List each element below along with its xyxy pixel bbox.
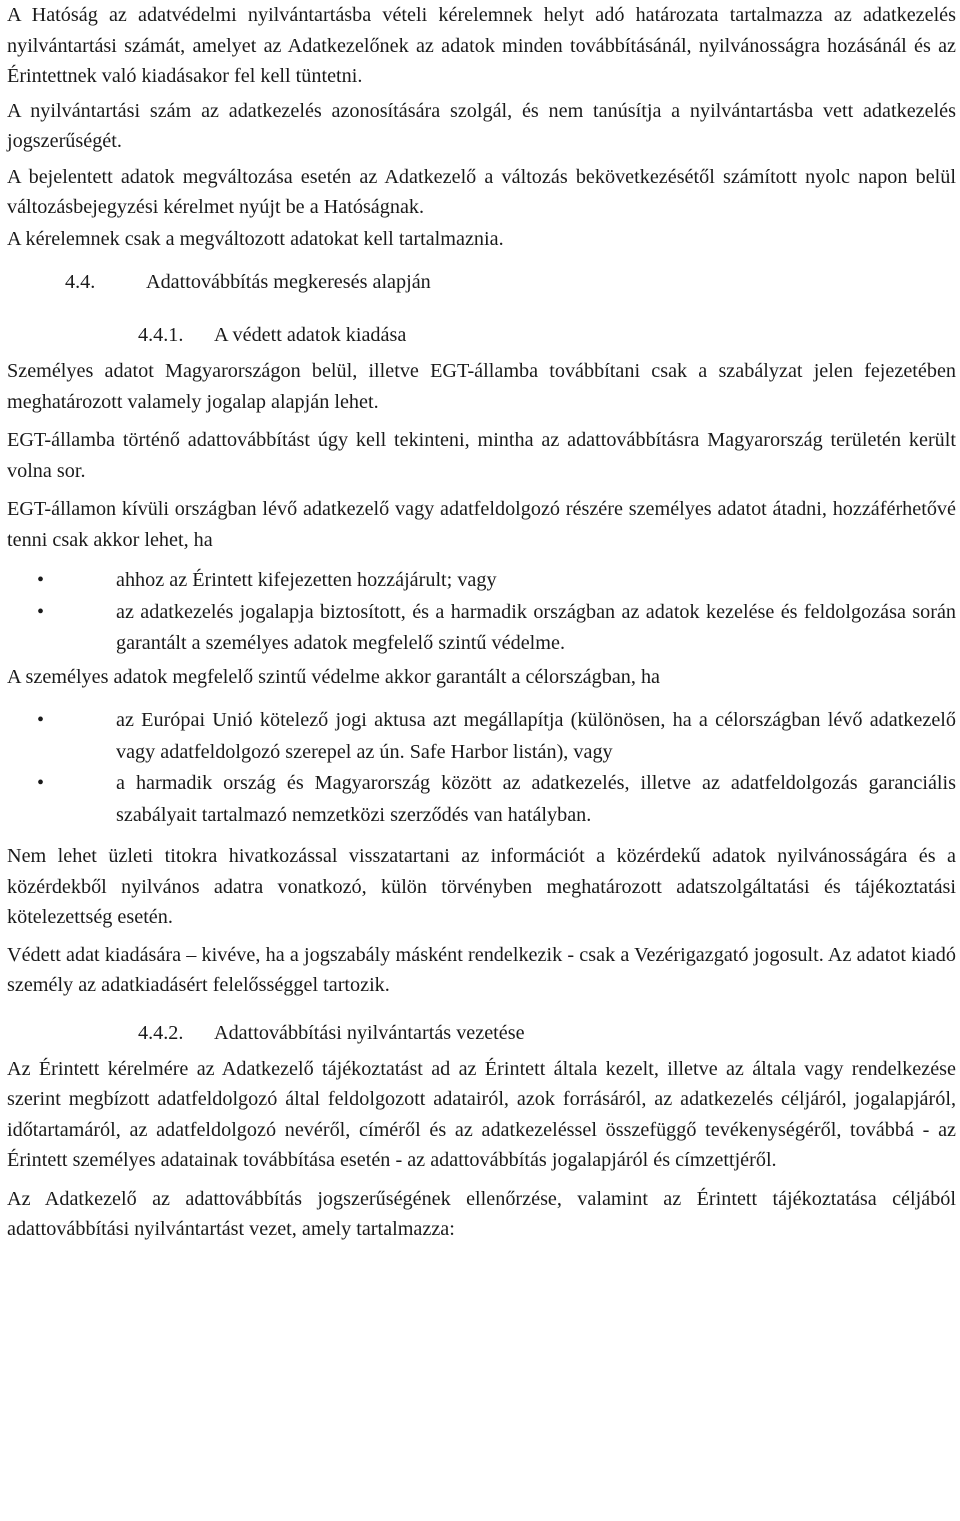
list-protection-conditions — [7, 705, 956, 831]
paragraph-eea-transfer: EGT-államba történő adattovábbítást úgy kell tekinteni, mintha az adattovábbításra Magyarország területén került volna sor. — [7, 429, 956, 482]
section-title: Adattovábbítási nyilvántartás vezetése — [214, 1021, 525, 1044]
paragraph-information-request: Az Érintett kérelmére az Adatkezelő tájékoztatást ad az Érintett általa kezelt, illetve az általa vagy rendelkezése szerint megbízott adatfeldolgozó által feldolgozott adatairól, azok forrásáról, az adatkezelés céljáról, jogalapjáról, időtartamáról, az adatfeldolgozó nevéről, címéről és az adatkezeléssel összefüggő tevékenységéről, továbbá - az Érintett személyes adatainak továbbítása esetén - az adattovábbítás jogalapjáról és címzettjéről. — [7, 1057, 956, 1171]
section-number: 4.4.1. — [138, 324, 184, 346]
section-heading-4-4-1 — [7, 320, 956, 350]
list-item-text: a harmadik ország és Magyarország között az adatkezelés, illetve az adatfeldolgozás garanciális szabályait tartalmazó nemzetközi szerződés van hatályban. — [116, 772, 956, 826]
bullet-glyph: • — [37, 569, 45, 591]
section-heading-4-4-2 — [7, 1018, 956, 1048]
paragraph-adequate-protection: A személyes adatok megfelelő szintű védelme akkor garantált a célországban, ha — [7, 665, 661, 688]
list-item — [7, 768, 956, 831]
list-transfer-conditions — [7, 565, 956, 660]
paragraph-registration-purpose: A nyilvántartási szám az adatkezelés azonosítására szolgál, és nem tanúsítja a nyilvántartásba vett adatkezelés jogszerűségét. — [7, 99, 956, 152]
paragraph-transfer-register: Az Adatkezelő az adattovábbítás jogszerűségének ellenőrzése, valamint az Érintett tájékoztatása céljából adattovábbítási nyilvántartást vezet, amely tartalmazza: — [7, 1187, 956, 1240]
paragraph-request-content: A kérelemnek csak a megváltozott adatokat kell tartalmaznia. — [7, 227, 504, 250]
paragraph-change-request: A bejelentett adatok megváltozása esetén az Adatkezelő a változás bekövetkezésétől számított nyolc napon belül változásbejegyzési kérelmet nyújt be a Hatóságnak. — [7, 165, 956, 218]
bullet-glyph: • — [37, 709, 45, 731]
list-item-text: az Európai Unió kötelező jogi aktusa azt megállapítja (különösen, ha a célországban lévő adatkezelő vagy adatfeldolgozó szerepel az ún. Safe Harbor listán), vagy — [116, 709, 956, 763]
section-title: Adattovábbítás megkeresés alapján — [146, 271, 431, 293]
paragraph-registration-number: A Hatóság az adatvédelmi nyilvántartásba vételi kérelemnek helyt adó határozata tartalmazza az adatkezelés nyilvántartási számát, amelyet az Adatkezelőnek az adatok minden továbbításánál, nyilvánosságra hozásánál és az Érintettnek való kiadásakor fel kell tüntetni. — [7, 4, 956, 87]
paragraph-domestic-transfer: Személyes adatot Magyarországon belül, illetve EGT-államba továbbítani csak a szabályzat jelen fejezetében meghatározott valamely jogalap alapján lehet. — [7, 360, 956, 413]
list-item — [7, 597, 956, 660]
paragraph-protected-data-release: Védett adat kiadására – kivéve, ha a jogszabály másként rendelkezik - csak a Vezérigazgató jogosult. Az adatot kiadó személy az adatkiadásért felelősséggel tartozik. — [7, 943, 956, 996]
document-page — [7, 0, 956, 1245]
bullet-glyph: • — [37, 772, 45, 794]
section-number: 4.4.2. — [138, 1021, 184, 1044]
bullet-glyph: • — [37, 600, 45, 623]
paragraph-third-country-transfer: EGT-államon kívüli országban lévő adatkezelő vagy adatfeldolgozó részére személyes adatot átadni, hozzáférhetővé tenni csak akkor lehet, ha — [7, 498, 956, 551]
list-item — [7, 705, 956, 768]
list-item-text: ahhoz az Érintett kifejezetten hozzájárult; vagy — [116, 569, 497, 591]
list-item — [7, 565, 956, 597]
paragraph-trade-secret: Nem lehet üzleti titokra hivatkozással visszatartani az információt a közérdekű adatok nyilvánosságára és a közérdekből nyilvános adatra vonatkozó, külön törvényben meghatározott adatszolgáltatási és tájékoztatási kötelezettség esetén. — [7, 845, 956, 928]
list-item-text: az adatkezelés jogalapja biztosított, és a harmadik országban az adatok kezelése és feldolgozása során garantált a személyes adatok megfelelő szintű védelme. — [116, 600, 956, 654]
section-title: A védett adatok kiadása — [214, 324, 407, 346]
section-number: 4.4. — [65, 271, 96, 293]
section-heading-4-4 — [7, 267, 956, 297]
